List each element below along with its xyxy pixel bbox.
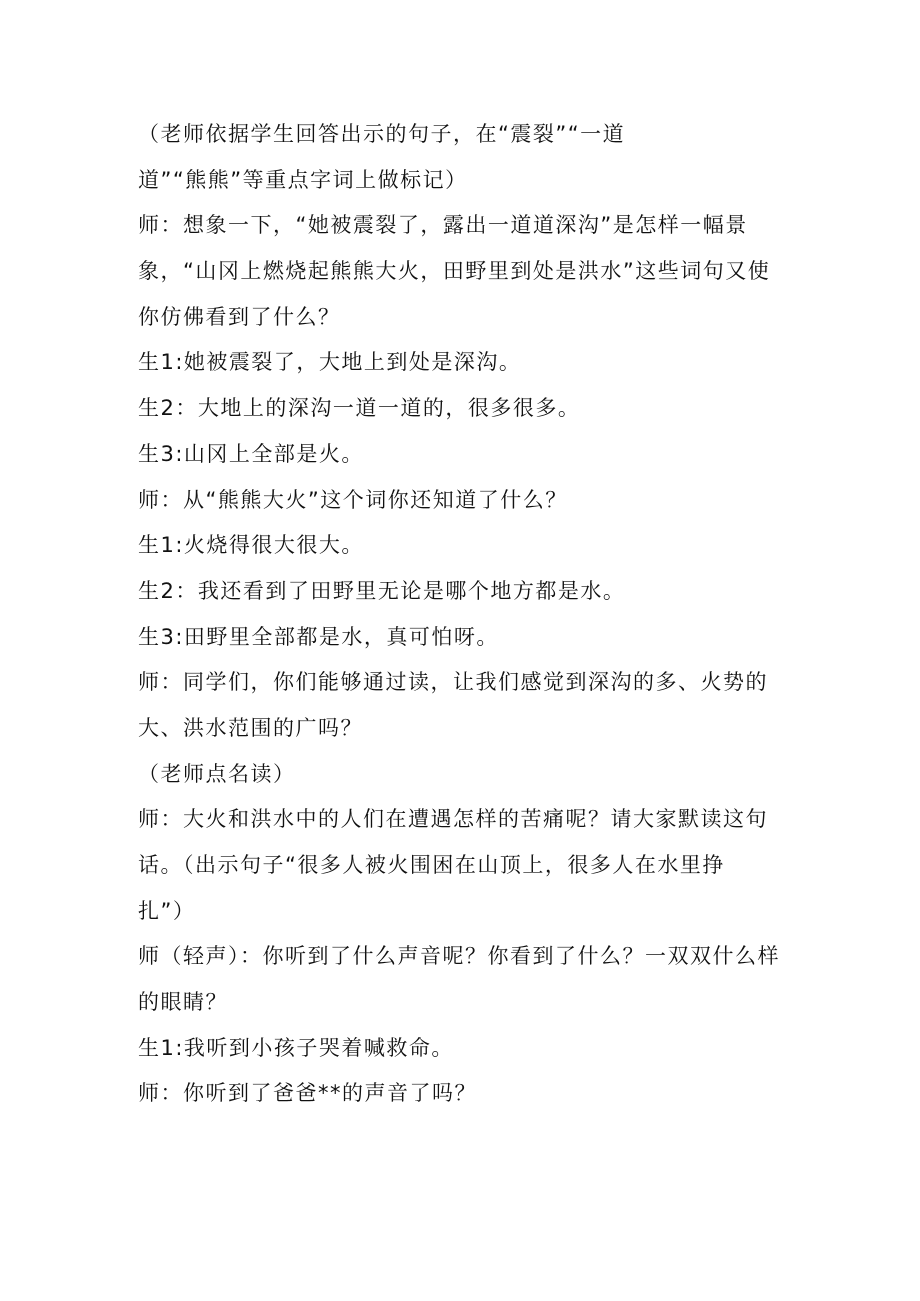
text-line: 扎”） <box>138 898 196 923</box>
text-line: 师：从“熊熊大火”这个词你还知道了什么？ <box>138 487 568 512</box>
text-line: 生3:山冈上全部是火。 <box>138 441 364 466</box>
document-body <box>138 112 778 1117</box>
text-line: 师：同学们，你们能够通过读，让我们感觉到深沟的多、火势的 <box>138 670 768 695</box>
text-line: 生2：我还看到了田野里无论是哪个地方都是水。 <box>138 578 626 603</box>
text-line: 象，“山冈上燃烧起熊熊大火，田野里到处是洪水”这些词句又使 <box>138 259 771 284</box>
text-line: 生1:她被震裂了，大地上到处是深沟。 <box>138 350 522 375</box>
text-line: 的眼睛？ <box>138 990 228 1015</box>
text-line: 生3:田野里全部都是水，真可怕呀。 <box>138 624 499 649</box>
text-line: 你仿佛看到了什么？ <box>138 304 341 329</box>
text-line: 道”“熊熊”等重点字词上做标记） <box>138 167 468 192</box>
text-line: 师：想象一下，“她被震裂了，露出一道道深沟”是怎样一幅景 <box>138 213 748 238</box>
text-line: 师：大火和洪水中的人们在遭遇怎样的苦痛呢？请大家默读这句 <box>138 807 768 832</box>
text-line: 生1:火烧得很大很大。 <box>138 533 364 558</box>
text-line: 师：你听到了爸爸**的声音了吗？ <box>138 1081 477 1106</box>
text-line: 师（轻声）：你听到了什么声音呢？你看到了什么？一双双什么样 <box>138 944 780 969</box>
text-line: 生1:我听到小孩子哭着喊救命。 <box>138 1035 454 1060</box>
text-line: （老师点名读） <box>138 761 296 786</box>
text-line: 生2：大地上的深沟一道一道的，很多很多。 <box>138 396 581 421</box>
text-line: 大、洪水范围的广吗？ <box>138 715 363 740</box>
text-line: 话。（出示句子“很多人被火围困在山顶上，很多人在水里挣 <box>138 853 725 877</box>
text-line: （老师依据学生回答出示的句子，在“震裂”“一道 <box>138 122 626 146</box>
